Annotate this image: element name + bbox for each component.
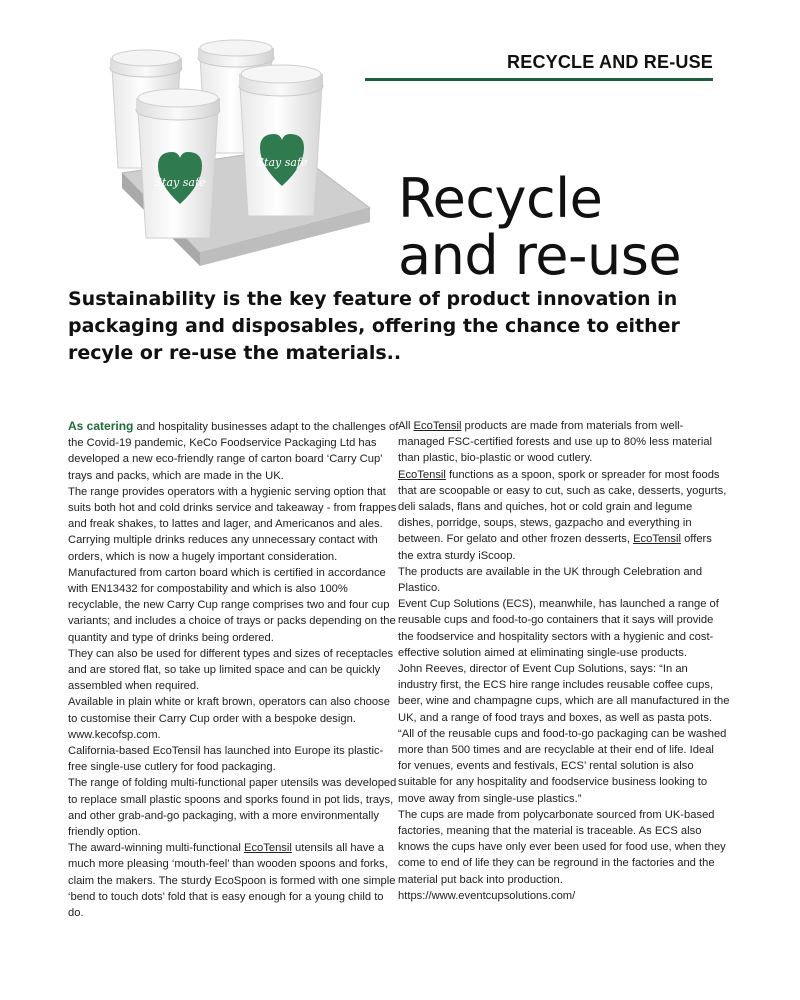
header-rule — [365, 78, 713, 81]
paragraph: Carrying multiple drinks reduces any unnecessary contact with orders, which is now a hugely important consideration. — [68, 534, 378, 563]
paragraph: The range of folding multi-functional paper utensils was developed to replace small plastic spoons and sporks found in pot lids, trays, and other grab-and-go packaging, with a more environmentally friendly option. — [68, 777, 397, 839]
paragraph: The products are available in the UK through Celebration and Plastico. — [398, 565, 703, 595]
paragraph: John Reeves, director of Event Cup Solutions, says: “In an industry first, the ECS hire range includes reusable coffee cups, beer, wine and champagne cups, which are all manufactured in the UK, and a range of food trays and boxes, as well as pasta pots. — [398, 663, 730, 724]
paragraph: The range provides operators with a hygienic serving option that suits both hot and cold drinks service and takeaway - from frappes and freak shakes, to lattes and lager, and Americanos and ales. — [68, 485, 397, 531]
lead-in: As catering — [68, 419, 134, 433]
section-label: RECYCLE AND RE-USE — [507, 52, 713, 72]
website-link[interactable]: https://www.eventcupsolutions.com/ — [398, 889, 576, 902]
paragraph-text: functions as a spoon, spork or spreader for most foods that are scoopable or easy to cut, such as cake, desserts, yogurts, deli salads, flans and quiches, hot or cold grain and legume dishes, porridge, soups, stews, gazpacho and everything in between. For gelato and other frozen desserts, — [398, 468, 727, 546]
paragraph: “All of the reusable cups and food-to-go packaging can be washed more than 500 times and are recyclable at their end of life. Ideal for venues, events and festivals, ECS’ rental solution is also suitable for any hospitality and foodservice business looking to move away from single-use plastics.” — [398, 727, 727, 805]
paragraph: Manufactured from carton board which is certified in accordance with EN13432 for compostability and which is also 100% recyclable, the new Carry Cup range comprises two and four cup variants; and includes a choice of trays or packs depending on the quantity and type of drinks being ordered. — [68, 566, 396, 644]
website-link[interactable]: www.kecofsp.com. — [68, 728, 161, 741]
paragraph — [68, 418, 400, 484]
paragraph: They can also be used for different types and sizes of receptacles and are stored flat, so take up limited space and can be quickly assembled when required. — [68, 647, 394, 693]
title-line-1: Recycle — [398, 167, 603, 230]
paragraph-text: offers the extra sturdy iScoop. — [398, 533, 712, 562]
cup-text-left: Stay safe — [154, 176, 206, 189]
paragraph: California-based EcoTensil has launched into Europe its plastic-free single-use cutlery for food packaging. — [68, 745, 384, 774]
article-title — [398, 167, 682, 287]
right-column — [398, 418, 730, 904]
standfirst: Sustainability is the key feature of product innovation in packaging and disposables, offering the chance to either recyle or re-use the materials.. — [68, 288, 680, 364]
paragraph-text: All — [398, 420, 414, 432]
paragraph-text: The award-winning multi-functional — [68, 842, 244, 855]
title-line-2: and re-use — [398, 224, 682, 287]
paragraph — [398, 418, 730, 467]
paragraph-text: and hospitality businesses adapt to the challenges of the Covid-19 pandemic, KeCo Foodservice Packaging Ltd has developed a new eco-friendly range of carton board ‘Carry Cup’ trays and packs, which are made in the UK. — [68, 421, 399, 482]
paragraph — [68, 840, 400, 921]
ecotensil-link[interactable]: EcoTensil — [398, 468, 446, 481]
ecotensil-link[interactable]: EcoTensil — [413, 420, 462, 432]
ecotensil-link[interactable]: EcoTensil — [633, 533, 681, 546]
ecotensil-link[interactable]: EcoTensil — [243, 842, 292, 855]
paragraph-text: utensils all have a much more pleasing ‘mouth-feel’ than wooden spoons and forks, claim the makers. The sturdy EcoSpoon is formed with one simple ‘bend to touch dots’ fold that is easy enough for a young child to do. — [68, 842, 396, 920]
cup-front-left — [136, 89, 220, 238]
paragraph-text: products are made from materials from well-managed FSC-certified forests and use up to 80% less material than plastic, bio-plastic or wood cutlery. — [398, 420, 713, 465]
carry-cup-photo — [100, 38, 390, 268]
left-column — [68, 418, 400, 921]
paragraph: Event Cup Solutions (ECS), meanwhile, has launched a range of reusable cups and food-to-go containers that it says will provide the foodservice and hospitality sectors with a hygienic and cost-effective solution aimed at eliminating single-use products. — [398, 598, 719, 659]
cup-text-right: Stay safe — [256, 156, 308, 169]
paragraph — [398, 467, 730, 564]
cup-front-right — [239, 65, 323, 216]
paragraph: Available in plain white or kraft brown, operators can also choose to customise their Carry Cup order with a bespoke design. — [68, 696, 390, 725]
paragraph: The cups are made from polycarbonate sourced from UK-based factories, meaning that the material is traceable. As ECS also knows the cups have only ever been used for food use, when they come to end of life they can be reground in the factories and the material put back into production. — [398, 808, 726, 886]
